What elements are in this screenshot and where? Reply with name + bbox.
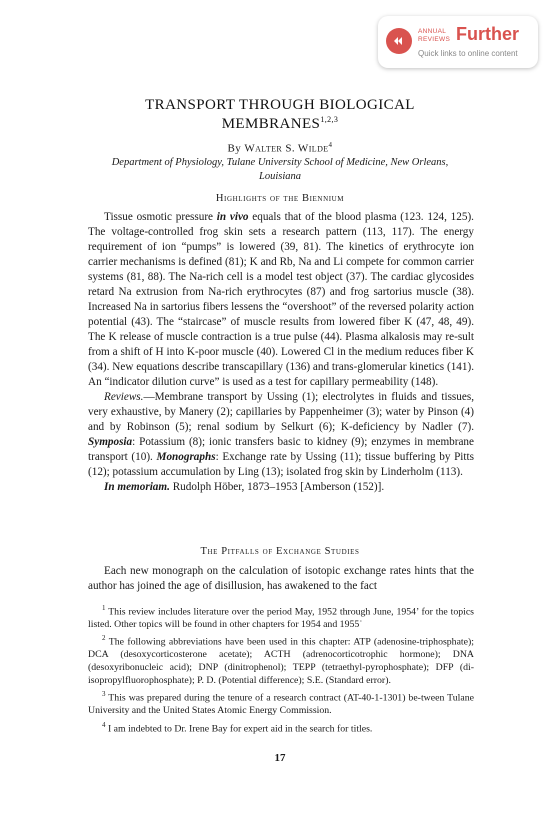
footnotes bbox=[88, 602, 474, 736]
monographs-label: Monographs bbox=[156, 451, 216, 463]
reviews-label: Reviews. bbox=[104, 391, 144, 403]
reviews-paragraph: Reviews.—Membrane transport by Ussing (1); electrolytes in fluids and tissues, very exhaustive, by Manery (2); capillaries by Pappenheimer (3); water by Pinson (4) and by Robinson (5); renal sodium by Selkurt (6); K-deficiency by Nadler (7). Symposia: Potassium (8); ionic transfers basic to kidney (9); enzymes in membrane transport (10). Monographs: Exchange rate by Ussing (11); tissue buffering by Pitts (12); potassium accumulation by Ling (13); isolated frog skin by Linderholm (113). bbox=[88, 391, 474, 478]
author-line bbox=[0, 141, 560, 155]
author-by: By bbox=[227, 142, 242, 155]
symposia-label: Symposia bbox=[88, 436, 133, 448]
footnote-3: $^3$ This was prepared during the tenure of a research contract (AT-40-1-1301) be-tween Tulane University and the United States Atomic Energy Commission. bbox=[88, 690, 474, 716]
memoriam-paragraph: In memoriam. Rudolph Höber, 1873–1953 [Amberson (152)]. bbox=[104, 481, 385, 493]
affiliation-line-2: Louisiana bbox=[258, 171, 301, 182]
article-title-line-1: TRANSPORT THROUGH BIOLOGICAL bbox=[145, 97, 415, 113]
affiliation-line-1: Department of Physiology, Tulane University School of Medicine, New Orleans, bbox=[111, 157, 449, 168]
memoriam-label: In memoriam. bbox=[104, 481, 170, 493]
author-name: Walter S. Wilde bbox=[244, 142, 329, 155]
footnote-1: $^1$ This review includes literature over the period May, 1952 through June, 1954’ for the topics listed. Other topics will be found in other chapters for 1954 and 1955˙ bbox=[88, 604, 474, 630]
further-wordmark: Further bbox=[456, 24, 519, 44]
author-footnote-mark: 4 bbox=[328, 141, 333, 149]
further-subtitle: Quick links to online content bbox=[418, 49, 518, 58]
annual-reviews-wordmark: ANNUAL REVIEWS bbox=[418, 28, 451, 43]
page-number: 17 bbox=[274, 752, 286, 764]
highlights-paragraph: Tissue osmotic pressure in vivo equals that of the blood plasma (123. 124, 125). The voltage-controlled frog skin sets a research pattern (113, 117). The energy requirement of ion “pumps” is lowered (39, 81). The kinetics of erythrocyte ion carrier mechanisms is defined (81); K and Rb, Na and Li compete for common carrier systems (81, 88). The Na-rich cell is a model test object (37). The cardiac glycosides retard Na extrusion from Na-rich erythrocytes (87) and frog sartorius muscle (38). Increased Na in sartorius fibers lessens the “overshoot” of the reversed polarity action potential (43). The “staircase” of muscle results from lowered fiber K (47, 48, 49). The K release of muscle contraction is a true pulse (44). Plasma alkalosis may re-sult from a shift of H into K-poor muscle (40). Lowered Cl in the medium reduces fiber K (34). New equations describe transcapillary (136) and trans-glomerular kinetics (141). An “indicator dilution curve” is used as a test for capillary permeability (148). bbox=[88, 211, 474, 388]
section-heading-pitfalls: The Pitfalls of Exchange Studies bbox=[200, 546, 360, 557]
title-footnote-marks: 1,2,3 bbox=[320, 115, 339, 124]
article-title-line-2 bbox=[0, 115, 560, 133]
annual-reviews-further-link[interactable] bbox=[378, 16, 538, 68]
pitfalls-paragraph: Each new monograph on the calculation of isotopic exchange rates hints that the author has joined the age of disillusion, has awakened to the fact bbox=[88, 565, 474, 592]
footnote-4: $^4$ I am indebted to Dr. Irene Bay for expert aid in the search for titles. bbox=[102, 720, 373, 734]
section-highlights-body bbox=[88, 210, 474, 495]
in-vivo-italic: in vivo bbox=[216, 211, 249, 223]
article-title-membranes: MEMBRANES bbox=[221, 116, 321, 132]
author-affiliation bbox=[80, 156, 480, 184]
annual-reviews-logo-icon bbox=[386, 28, 412, 54]
section-heading-highlights: Highlights of the Biennium bbox=[215, 193, 345, 204]
footnote-2: $^2$ The following abbreviations have been used in this chapter: ATP (adenosine-triphosphate); DCA (desoxycorticosterone acetate); ACTH (adrenocorticotrophic hormone); DNA (desoxyribonucleic acid); DNP (dinitrophenol); TEPP (tetraethyl-pyrophosphate); DFP (di-isopropylfluorophosphate); P. D. (Potential difference); S.E. (Standard error). bbox=[88, 634, 474, 686]
section-pitfalls-body bbox=[88, 564, 474, 594]
